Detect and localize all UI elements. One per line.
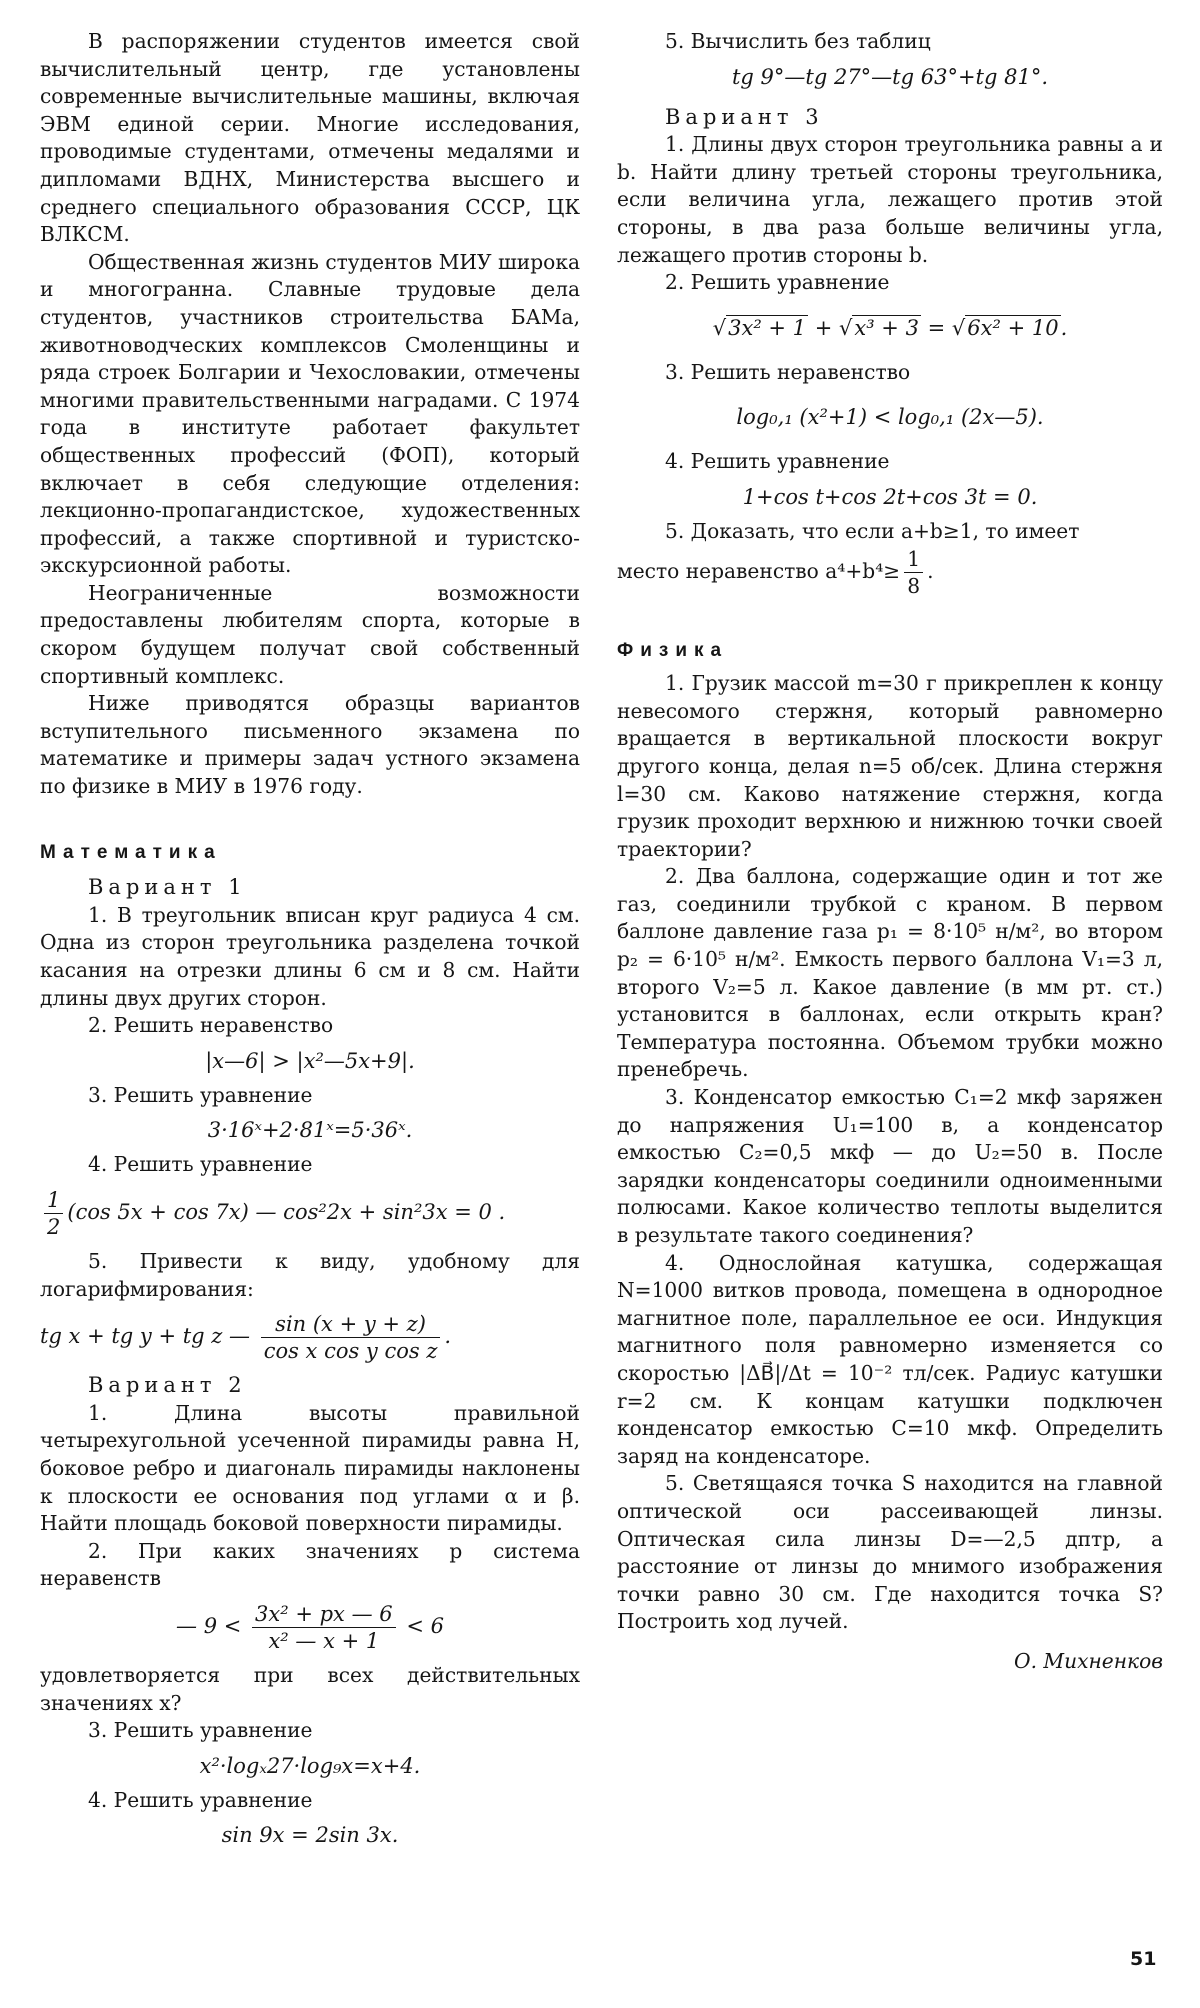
- v3-task-5: 5. Доказать, что если a+b≥1, то имеет: [665, 518, 1080, 543]
- fraction-numerator: 3x² + px — 6: [252, 1601, 396, 1628]
- physics-heading: Физика: [617, 639, 729, 661]
- v2-formula-2: [40, 1601, 580, 1654]
- author-signature: О. Михненков: [1014, 1648, 1163, 1673]
- v1-task-4: 4. Решить уравнение: [88, 1152, 313, 1177]
- fraction-denominator: 2: [47, 1214, 61, 1239]
- radicand: x³ + 3: [854, 315, 919, 340]
- v1-task-1: 1. В треугольник вписан круг радиуса 4 см. Одна из сторон треугольника разделена точкой касания на отрезки длины 6 см и 8 см. Найти длины двух других сторон.: [40, 902, 580, 1010]
- math-heading: Математика: [40, 841, 222, 863]
- formula-text: (cos 5x + cos 7x) — cos²2x + sin²3x = 0 .: [67, 1199, 506, 1224]
- fraction-denominator: x² — x + 1: [268, 1628, 380, 1653]
- physics-task-1: 1. Грузик массой m=30 г прикреплен к концу невесомого стержня, который равномерно вращается в вертикальной плоскости вокруг другого конца, делая n=5 об/сек. Длина стержня l=30 см. Каково натяжение стержня, когда грузик проходит верхнюю и нижнюю точки своей траектории?: [617, 671, 1163, 861]
- fraction: [44, 1187, 63, 1240]
- v1-task-2: 2. Решить неравенство: [88, 1013, 334, 1038]
- v2-task-2-continuation: удовлетворяется при всех действительных значениях x?: [40, 1662, 580, 1715]
- v2-formula-5: tg 9°—tg 27°—tg 63°+tg 81°.: [731, 64, 1049, 89]
- fraction: [261, 1311, 441, 1364]
- formula-text: .: [927, 558, 934, 583]
- intro-paragraph-2: Общественная жизнь студентов МИУ широка и многогранна. Славные трудовые дела студентов, участников строительства БАМа, животноводческих комплексов Смоленщины и ряда строек Болгарии и Чехословакии, отмечены многими правительственными наградами. С 1974 года в институте работает факультет общественных профессий (ФОП), который включает в себя следующие отделения: лекционно-пропагандистское, художественных профессий, а также спортивной и туристско-экскурсионной работы.: [40, 249, 580, 578]
- fraction: [904, 546, 923, 599]
- left-column: [40, 28, 580, 1856]
- right-column: [617, 28, 1163, 1676]
- v3-formula-2: √3x² + 1 + √x³ + 3 = √6x² + 10.: [712, 315, 1068, 340]
- v3-task-5-continuation: [617, 546, 1163, 599]
- v2-task-4: 4. Решить уравнение: [88, 1787, 313, 1812]
- v2-task-2: 2. При каких значениях p система неравенств: [40, 1538, 580, 1591]
- v3-task-1: 1. Длины двух сторон треугольника равны a и b. Найти длину третьей стороны треугольника, если величина угла, лежащего против этой стороны, в два раза больше величины угла, лежащего против стороны b.: [617, 132, 1163, 267]
- v1-formula-2: |x—6| > |x²—5x+9|.: [205, 1048, 415, 1073]
- intro-paragraph-1: В распоряжении студентов имеется свой вычислительный центр, где установлены современные вычислительные машины, включая ЭВМ единой серии. Многие исследования, проводимые студентами, отмечены медалями и дипломами ВДНХ, Министерства высшего и среднего специального образования СССР, ЦК ВЛКСМ.: [40, 29, 580, 247]
- v2-formula-4: sin 9x = 2sin 3x.: [221, 1823, 399, 1848]
- v1-formula-4: [40, 1187, 580, 1240]
- formula-text: < 6: [406, 1613, 444, 1638]
- fraction-denominator: cos x cos y cos z: [263, 1339, 438, 1364]
- v1-task-5: 5. Привести к виду, удобному для логарифмирования:: [40, 1248, 580, 1301]
- v3-task-2: 2. Решить уравнение: [665, 270, 890, 295]
- physics-task-3: 3. Конденсатор емкостью C₁=2 мкф заряжен до напряжения U₁=100 в, а конденсатор емкостью C₂=0,5 мкф — до U₂=50 в. После зарядки конденсаторы соединили одноименными полюсами. Какое количество теплоты выделится в результате такого соединения?: [617, 1085, 1163, 1247]
- v2-formula-3: x²·logₓ27·log₉x=x+4.: [199, 1753, 421, 1778]
- v2-task-5: 5. Вычислить без таблиц: [665, 29, 931, 53]
- intro-paragraph-4: Ниже приводятся образцы вариантов вступительного письменного экзамена по математике и примеры задач устного экзамена по физике в МИУ в 1976 году.: [40, 691, 580, 799]
- v1-task-3: 3. Решить уравнение: [88, 1082, 313, 1107]
- v3-formula-3: log₀,₁ (x²+1) < log₀,₁ (2x—5).: [736, 405, 1044, 430]
- fraction-numerator: 1: [44, 1187, 63, 1214]
- formula-text: — 9 <: [176, 1613, 242, 1638]
- formula-text: .: [444, 1324, 452, 1349]
- variant-1-title: Вариант 1: [88, 875, 247, 900]
- formula-text: tg x + tg y + tg z —: [40, 1324, 251, 1349]
- fraction-numerator: 1: [904, 546, 923, 573]
- intro-paragraph-3: Неограниченные возможности предоставлены любителям спорта, которые в скором будущем получат свой собственный спортивный комплекс.: [40, 580, 580, 688]
- page-number: 51: [1130, 1948, 1157, 1970]
- formula-text: место неравенство a⁴+b⁴≥: [617, 558, 901, 583]
- v1-formula-5: [40, 1311, 580, 1364]
- radicand: 6x² + 10: [967, 315, 1059, 340]
- fraction-numerator: sin (x + y + z): [261, 1311, 441, 1338]
- fraction-denominator: 8: [907, 573, 921, 598]
- radicand: 3x² + 1: [728, 315, 807, 340]
- physics-task-5: 5. Светящаяся точка S находится на главной оптической оси рассеивающей линзы. Оптическая сила линзы D=—2,5 дптр, а расстояние от линзы до мнимого изображения точки равно 30 см. Где находится точка S? Построить ход лучей.: [617, 1471, 1163, 1634]
- variant-2-title: Вариант 2: [88, 1373, 247, 1398]
- v2-task-3: 3. Решить уравнение: [88, 1718, 313, 1743]
- v3-task-4: 4. Решить уравнение: [665, 449, 890, 474]
- v3-formula-4: 1+cos t+cos 2t+cos 3t = 0.: [742, 484, 1038, 509]
- fraction: [252, 1601, 396, 1654]
- physics-task-4: 4. Однослойная катушка, содержащая N=1000 витков провода, помещена в однородное магнитное поле, параллельное ее оси. Индукция магнитного поля равномерно изменяется со скоростью |ΔB⃗|/Δt = 10⁻² тл/сек. Радиус катушки r=2 см. К концам катушки подключен конденсатор емкостью C=10 мкф. Определить заряд на конденсаторе.: [617, 1250, 1163, 1468]
- v3-task-3: 3. Решить неравенство: [665, 359, 911, 384]
- variant-3-title: Вариант 3: [665, 104, 824, 129]
- v2-task-1: 1. Длина высоты правильной четырехугольной усеченной пирамиды равна H, боковое ребро и диагональ пирамиды наклонены к плоскости ее основания под углами α и β. Найти площадь боковой поверхности пирамиды.: [40, 1400, 580, 1536]
- v1-formula-3: 3·16ˣ+2·81ˣ=5·36ˣ.: [207, 1118, 413, 1143]
- physics-task-2: 2. Два баллона, содержащие один и тот же газ, соединили трубкой с краном. В первом баллоне давление газа p₁ = 8·10⁵ н/м², во втором p₂ = 6·10⁵ н/м². Емкость первого баллона V₁=3 л, второго V₂=5 л. Какое давление (в мм рт. ст.) установится в баллонах, если открыть кран? Температура постоянна. Объемом трубки можно пренебречь.: [617, 864, 1163, 1082]
